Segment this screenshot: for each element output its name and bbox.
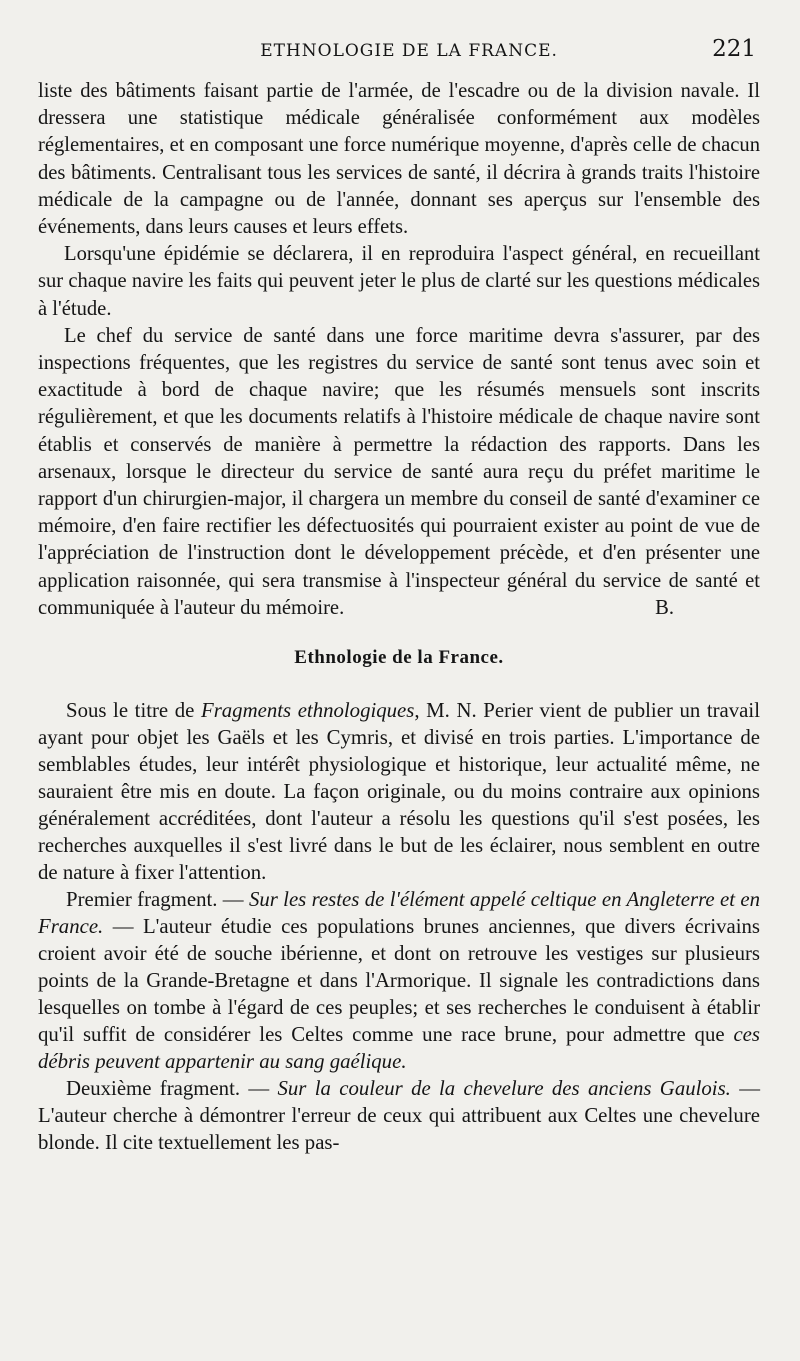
paragraph-text: Le chef du service de santé dans une force maritime devra s'assurer, par des inspections fréquentes, que les registres du service de santé sont tenus avec soin et exactitude à bord de chaque navire; que les résumés mensuels sont inscrits régulièrement, et que les documents relatifs à l'histoire médicale de chaque navire sont établis et conservés de manière à permettre la rédaction des rapports. Dans les arsenaux, lorsque le directeur du service de santé aura reçu du préfet maritime le rapport d'un chirurgien-major, il chargera un membre du conseil de santé d'examiner ce mémoire, d'en faire rectifier les défectuosités qui pourraient exister au point de vue de l'appréciation de l'instruction dont le développement précède, et d'en présenter une application raisonnée, qui sera transmise à l'inspecteur général du service de santé et communiquée à l'auteur du mémoire. [38, 324, 760, 619]
paragraph-chef-service [38, 323, 760, 622]
paragraph-continued: liste des bâtiments faisant partie de l'armée, de l'escadre ou de la division navale. Il dressera une statistique médicale généralisée conformément aux modèles réglementaires, et en composant une force numérique moyenne, d'après celle de chacun des bâtiments. Centralisant tous les services de santé, il décrira à grands traits l'histoire médicale de la campagne ou de l'année, donnant ses aperçus sur l'ensemble des événements, dans leurs causes et leurs effets. [38, 80, 760, 239]
fragment-title: Sur les restes de l'élément appelé celtique en Angleterre et en France. [38, 888, 760, 939]
book-title: Fragments ethnologiques [200, 699, 415, 723]
paragraph-intro: Sous le titre de Fragments ethnologiques, M. N. Perier vient de publier un travail ayant pour objet les Gaëls et les Cymris, et divisé en trois parties. L'importance de semblables études, leur intérêt physiologique et historique, leur actualité même, ne sauraient être mis en doute. La façon originale, ou du moins contraire aux opinions généralement accréditées, dont l'auteur a résolu les questions qu'il s'est posées, les recherches auxquelles il s'est livré dans le but de les éclairer, nous semblent en outre de nature à fixer l'attention. [38, 699, 760, 885]
fragment-title: Sur la couleur de la chevelure des anciens Gaulois. [277, 1077, 731, 1101]
paragraph-epidemie: Lorsqu'une épidémie se déclarera, il en reproduira l'aspect général, en recueillant sur chaque navire les faits qui peuvent jeter le plus de clarté sur les questions médicales à l'étude. [38, 243, 760, 320]
paragraph-deuxieme-fragment: Deuxième fragment. — Sur la couleur de la chevelure des anciens Gaulois. — L'auteur cherche à démontrer l'erreur de ceux qui attribuent aux Celtes une chevelure blonde. Il cite textuellement les pas- [38, 1077, 760, 1155]
page-body [38, 78, 760, 1156]
page-number: 221 [712, 36, 756, 62]
paragraph-premier-fragment: Premier fragment. — Sur les restes de l'élément appelé celtique en Angleterre et en France. — L'auteur étudie ces populations brunes anciennes, que divers écrivains croient avoir été de souche ibérienne, et dont on retrouve les vestiges sur plusieurs points de la Grande-Bretagne et dans l'Armorique. Il signale les contradictions dans lesquelles on tombe à l'égard de ces peuples; et ses recherches le conduisent à établir qu'il suffit de considérer les Celtes comme une race brune, pour admettre que ces débris peuvent appartenir au sang gaélique. [38, 888, 760, 1074]
page-header [46, 36, 756, 72]
section-heading: Ethnologie de la France. [294, 647, 504, 669]
author-signature: B. [655, 596, 674, 619]
running-title: ETHNOLOGIE DE LA FRANCE. [260, 41, 558, 61]
article-ethnologie [38, 697, 760, 1156]
